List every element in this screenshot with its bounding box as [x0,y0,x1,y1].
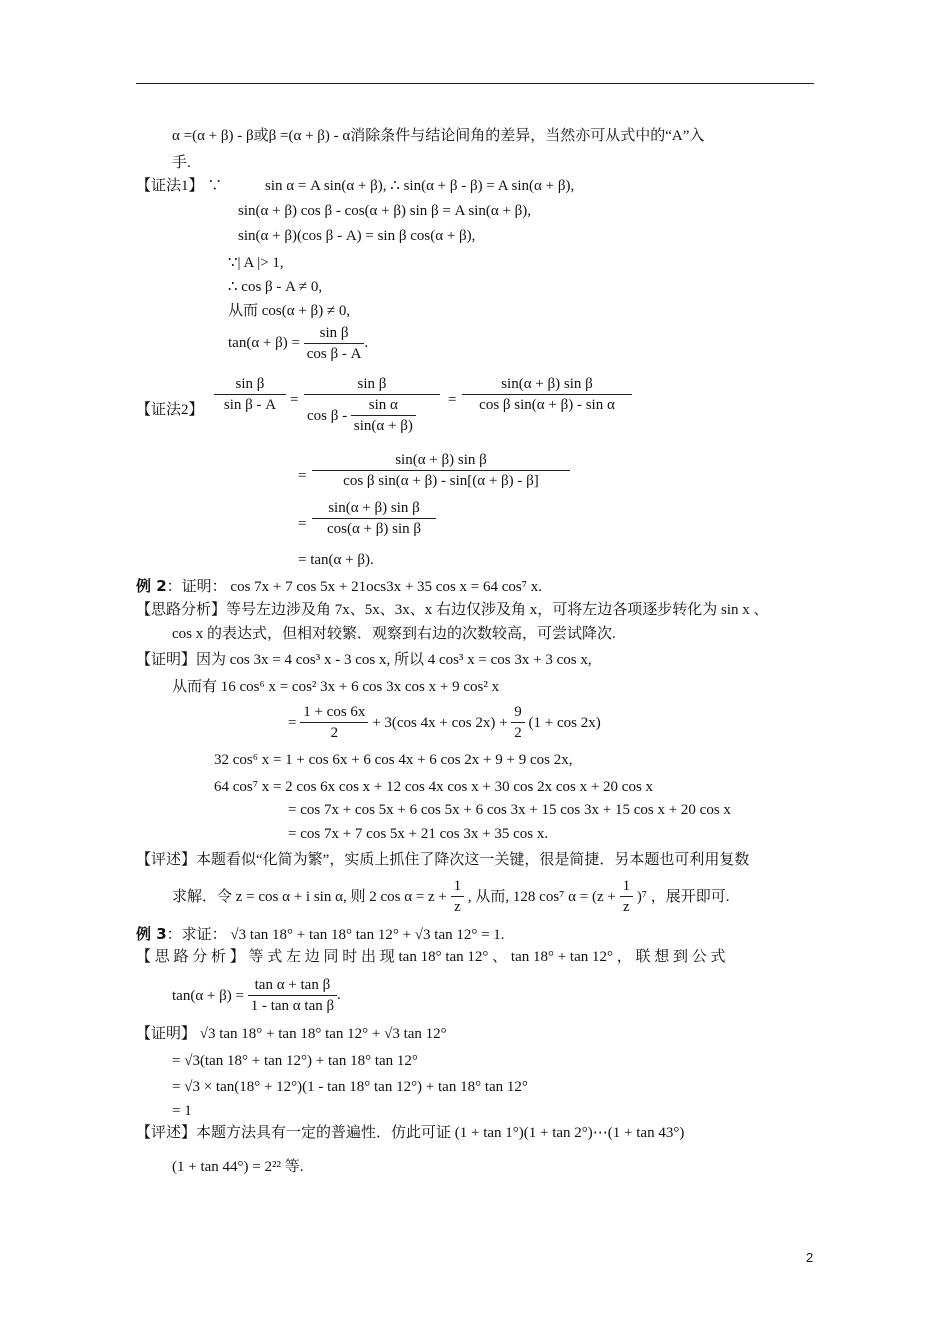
numerator: sin(α + β) sin β [462,374,632,395]
fraction [248,975,337,1016]
denominator: cos β sin(α + β) - sin α [479,397,615,413]
fraction [312,450,570,491]
equals-sign: = [290,392,299,408]
equals-sign: = [288,714,297,731]
numerator: sin(α + β) sin β [312,450,570,471]
math-line [304,374,440,436]
denominator: 2 [330,725,339,741]
text-line: 【评述】本题方法具有一定的普遍性．仿此可证 (1 + tan 1°)(1 + tan 2°)⋯(1 + tan 43°) [136,1125,685,1141]
math-line: 32 cos⁶ x = 1 + cos 6x + 6 cos 4x + 6 cos 2x + 9 + 9 cos 2x, [214,752,573,768]
proof-label: 【证法2】 [136,402,204,418]
fraction [312,498,436,539]
denominator: cos(α + β) sin β [326,521,422,537]
text-line: 【思路分析】等号左边涉及角 7x、5x、3x、x 右边仅涉及角 x，可将左边各项逐步转化为 sin x 、 [136,602,769,618]
numerator: sin α [351,395,416,416]
numerator: sin(α + β) sin β [312,498,436,519]
denominator: sin(α + β) [353,418,413,434]
denominator: 2 [514,725,522,741]
text-line: 【评述】本题看似“化简为繁”，实质上抓住了降次这一关键，很是简捷．另本题也可利用复数 [136,852,750,868]
numerator: 1 + cos 6x [300,702,368,723]
math-line: = cos 7x + 7 cos 5x + 21 cos 3x + 35 cos x. [288,826,549,842]
numerator: sin β [214,374,286,395]
fraction [300,702,368,743]
math-line: 64 cos⁷ x = 2 cos 6x cos x + 12 cos 4x cos x + 30 cos 2x cos x + 20 cos x [214,779,654,795]
example-line [136,576,542,597]
denominator: z [622,899,630,915]
page-number: 2 [806,1250,814,1265]
fraction [304,323,365,364]
fraction [451,876,465,917]
math-text: (1 + cos 2x) [528,714,601,731]
equals-sign: = [448,392,457,408]
math-line: sin(α + β) cos β - cos(α + β) sin β = A sin(α + β), [238,203,532,219]
equals-sign: = [298,516,307,532]
math-line: = √3 × tan(18° + 12°)(1 - tan 18° tan 12°) + tan 18° tan 12° [172,1079,528,1095]
text-line: α =(α + β) - β或β =(α + β) - α消除条件与结论间角的差异，当然亦可从式中的“A”入 [172,128,705,144]
math-line [312,498,436,539]
math-line [288,702,601,743]
math-text: )⁷ ，展开即可. [636,888,730,905]
math-line: tan(α + β) = $\frac{\text{sin β}}{\text{cos β - A}}$ . [228,325,369,362]
math-line: 【证明】 √3 tan 18° + tan 18° tan 12° + √3 tan 12° [136,1026,447,1042]
math-text: 求解．令 z = cos α + i sin α, 则 2 cos α = z + [172,888,447,905]
denominator: 1 - tan α tan β [250,998,335,1014]
math-line: ∵| A |> 1, [228,255,284,271]
denominator: z [454,899,461,915]
fraction [214,374,286,415]
text-line: 【 思 路 分 析 】 等 式 左 边 同 时 出 现 tan 18° tan 12° 、 tan 18° + tan 12° ， 联 想 到 公 式 [136,949,726,965]
proof-label: 【证法1】 ∵ [136,178,223,194]
math-text: tan(α + β) = [228,334,300,351]
numerator: sin β [304,374,440,395]
math-text: ：求证： √3 tan 18° + tan 18° tan 12° + √3 tan 12° = 1. [166,927,505,943]
math-text: ：证明： cos 7x + 7 cos 5x + 21ocs3x + 35 cos x = 64 cos⁷ x. [166,579,542,595]
math-line [214,374,286,415]
math-line: = tan(α + β). [298,552,374,568]
numerator: sin β [304,323,365,344]
fraction [304,374,440,436]
numerator: tan α + tan β [248,975,337,996]
math-line: = cos 7x + cos 5x + 6 cos 5x + 6 cos 3x + 15 cos 3x + 15 cos x + 20 cos x [288,802,731,818]
math-line: tan(α + β) = $\frac{\text{tan α + tan β}}{\text{1 - tan α tan β}}$ . [172,977,341,1014]
text-line: cos x 的表达式，但相对较繁．观察到右边的次数较高，可尝试降次. [172,626,616,642]
example-label: 例 2 [136,577,167,595]
example-label: 例 3 [136,925,167,943]
math-line: sin α = A sin(α + β), ∴ sin(α + β - β) = A sin(α + β), [265,178,575,194]
math-line: 从而 cos(α + β) ≠ 0, [228,303,351,319]
math-line: ∴ cos β - A ≠ 0, [228,279,323,295]
math-line: = √3(tan 18° + tan 12°) + tan 18° tan 12° [172,1053,418,1069]
denominator: cos β - A [306,346,362,362]
denominator: sin β - A [223,397,277,413]
fraction [511,702,525,743]
text-line: 手. [172,155,191,171]
denominator [304,395,440,436]
fraction [462,374,632,415]
text-line: 【证明】因为 cos 3x = 4 cos³ x - 3 cos x, 所以 4 cos³ x = cos 3x + 3 cos x, [136,652,592,668]
math-line [312,450,570,491]
equals-sign: = [298,468,307,484]
header-rule [136,83,814,84]
denominator: cos β sin(α + β) - sin[(α + β) - β] [343,473,539,489]
math-text: + 3(cos 4x + cos 2x) + [372,714,508,731]
numerator: 1 [620,876,634,897]
math-line [462,374,632,415]
math-line: sin(α + β)(cos β - A) = sin β cos(α + β), [238,228,476,244]
math-text: cos β - [307,407,348,424]
fraction [620,876,634,917]
fraction [351,395,416,436]
math-line: = 1 [172,1103,192,1119]
math-text: tan(α + β) = [172,987,244,1004]
math-line: (1 + tan 44°) = 2²² 等. [172,1159,304,1175]
math-text: , 从而, 128 cos⁷ α = (z + [467,888,616,905]
numerator: 9 [511,702,525,723]
math-line [172,876,730,917]
numerator: 1 [451,876,465,897]
example-line [136,924,505,945]
math-line: 从而有 16 cos⁶ x = cos² 3x + 6 cos 3x cos x + 9 cos² x [172,679,500,695]
